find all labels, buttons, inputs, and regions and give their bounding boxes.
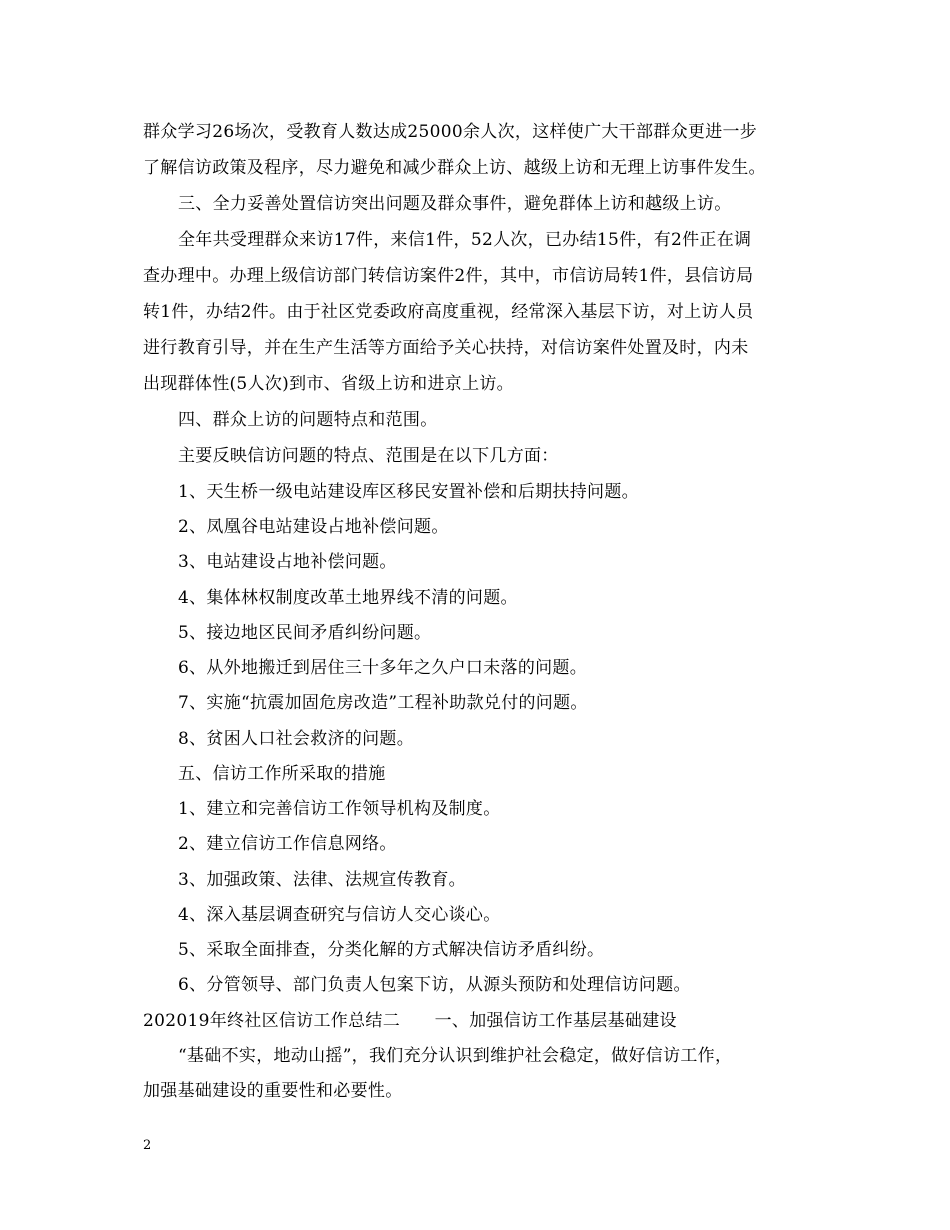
- list-item: 2、凤凰谷电站建设占地补偿问题。: [178, 517, 449, 537]
- section-heading-5: 五、信访工作所采取的措施: [178, 764, 386, 784]
- list-item: 5、采取全面排查，分类化解的方式解决信访矛盾纠纷。: [178, 940, 605, 960]
- page-number: 2: [143, 1138, 152, 1153]
- list-item: 1、天生桥一级电站建设库区移民安置补偿和后期扶持问题。: [178, 482, 639, 502]
- section-heading-3: 三、全力妥善处置信访突出问题及群众事件，避免群体上访和越级上访。: [178, 194, 732, 214]
- list-item: 5、接边地区民间矛盾纠纷问题。: [178, 623, 432, 643]
- body-text-line: 加强基础建设的重要性和必要性。: [143, 1081, 403, 1101]
- body-text-line: 查办理中。办理上级信访部门转信访案件2件，其中，市信访局转1件，县信访局: [143, 266, 754, 286]
- list-item: 8、贫困人口社会救济的问题。: [178, 729, 415, 749]
- body-text-line: 了解信访政策及程序，尽力避免和减少群众上访、越级上访和无理上访事件发生。: [143, 158, 766, 178]
- list-item: 2、建立信访工作信息网络。: [178, 834, 397, 854]
- list-item: 4、集体林权制度改革土地界线不清的问题。: [178, 588, 518, 608]
- body-text-line: 全年共受理群众来访17件，来信1件，52人次，已办结15件，有2件正在调: [178, 230, 752, 250]
- body-text-line: 主要反映信访问题的特点、范围是在以下几方面：: [178, 446, 559, 466]
- list-item: 7、实施“抗震加固危房改造”工程补助款兑付的问题。: [178, 693, 588, 713]
- list-item: 1、建立和完善信访工作领导机构及制度。: [178, 799, 501, 819]
- body-text-line: 进行教育引导，并在生产生活等方面给予关心扶持，对信访案件处置及时，内未: [143, 338, 749, 358]
- section-heading-4: 四、群众上访的问题特点和范围。: [178, 410, 438, 430]
- body-text-line: 群众学习26场次，受教育人数达成25000余人次，这样使广大干部群众更进一步: [143, 122, 758, 142]
- body-text-line: 转1件，办结2件。由于社区党委政府高度重视，经常深入基层下访，对上访人员: [143, 302, 754, 322]
- list-item: 6、从外地搬迁到居住三十多年之久户口未落的问题。: [178, 658, 588, 678]
- document-title-line: 202019年终社区信访工作总结二 一、加强信访工作基层基础建设: [143, 1011, 677, 1031]
- list-item: 4、深入基层调查研究与信访人交心谈心。: [178, 905, 501, 925]
- body-text-line: 出现群体性(5人次)到市、省级上访和进京上访。: [143, 374, 514, 394]
- body-text-line: “基础不实，地动山摇”，我们充分认识到维护社会稳定，做好信访工作，: [178, 1046, 733, 1066]
- list-item: 3、加强政策、法律、法规宣传教育。: [178, 870, 466, 890]
- list-item: 3、电站建设占地补偿问题。: [178, 552, 397, 572]
- list-item: 6、分管领导、部门负责人包案下访，从源头预防和处理信访问题。: [178, 975, 691, 995]
